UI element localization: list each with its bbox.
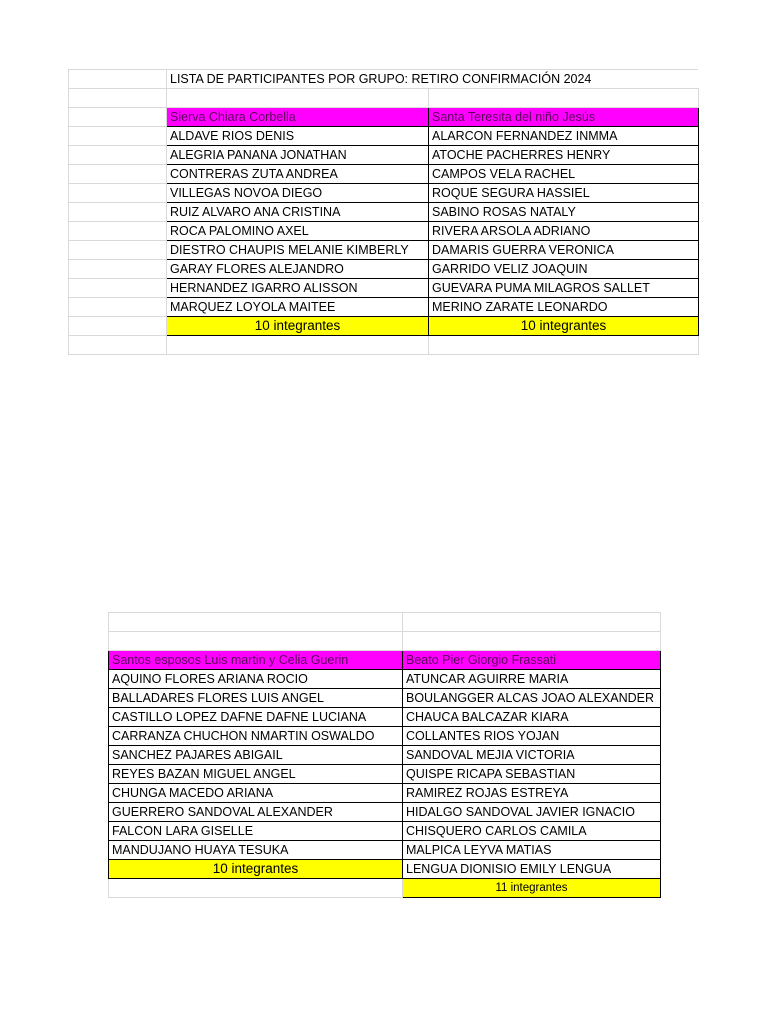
member-cell: ALDAVE RIOS DENIS [167, 127, 429, 146]
member-row [109, 784, 661, 803]
member-cell: CHUNGA MACEDO ARIANA [109, 784, 403, 803]
group-header-row [109, 651, 661, 670]
doc-title: LISTA DE PARTICIPANTES POR GRUPO: RETIRO CONFIRMACIÓN 2024 [167, 70, 699, 89]
member-count: 10 integrantes [167, 317, 429, 336]
member-cell: SANCHEZ PAJARES ABIGAIL [109, 746, 403, 765]
empty-cell [69, 89, 167, 108]
spacer-row [69, 336, 699, 355]
member-cell: GARAY FLORES ALEJANDRO [167, 260, 429, 279]
member-row [109, 803, 661, 822]
empty-cell [69, 70, 167, 89]
member-cell: SABINO ROSAS NATALY [429, 203, 699, 222]
member-cell: CARRANZA CHUCHON NMARTIN OSWALDO [109, 727, 403, 746]
spacer-row [69, 89, 699, 108]
member-count: 11 integrantes [403, 879, 661, 898]
member-cell: CHISQUERO CARLOS CAMILA [403, 822, 661, 841]
member-row [109, 689, 661, 708]
member-cell: QUISPE RICAPA SEBASTIAN [403, 765, 661, 784]
count-row [109, 879, 661, 898]
member-cell: COLLANTES RIOS YOJAN [403, 727, 661, 746]
member-row [109, 670, 661, 689]
member-row [69, 165, 699, 184]
member-row [109, 708, 661, 727]
member-cell: LENGUA DIONISIO EMILY LENGUA [403, 860, 661, 879]
member-row [109, 746, 661, 765]
empty-cell [69, 108, 167, 127]
member-cell: CASTILLO LOPEZ DAFNE DAFNE LUCIANA [109, 708, 403, 727]
member-cell: ATOCHE PACHERRES HENRY [429, 146, 699, 165]
member-cell: MERINO ZARATE LEONARDO [429, 298, 699, 317]
member-cell: CHAUCA BALCAZAR KIARA [403, 708, 661, 727]
member-cell: ALEGRIA PANANA JONATHAN [167, 146, 429, 165]
count-row [69, 317, 699, 336]
member-cell: RUIZ ALVARO ANA CRISTINA [167, 203, 429, 222]
member-cell: MALPICA LEYVA MATIAS [403, 841, 661, 860]
member-cell: GUERRERO SANDOVAL ALEXANDER [109, 803, 403, 822]
member-cell: RIVERA ARSOLA ADRIANO [429, 222, 699, 241]
group-name-3: Santos esposos Luis martin y Celia Guerin [109, 651, 403, 670]
member-row [109, 822, 661, 841]
member-cell: ROQUE SEGURA HASSIEL [429, 184, 699, 203]
member-row [69, 279, 699, 298]
member-row [69, 298, 699, 317]
member-row [109, 841, 661, 860]
member-row [69, 146, 699, 165]
member-cell: ATUNCAR AGUIRRE MARIA [403, 670, 661, 689]
member-row [69, 241, 699, 260]
member-row [69, 127, 699, 146]
group-name-1: Sierva Chiara Corbella [167, 108, 429, 127]
member-row [109, 727, 661, 746]
member-cell: RAMIREZ ROJAS ESTREYA [403, 784, 661, 803]
spacer-row [109, 632, 661, 651]
group-name-2: Santa Teresita del niño Jesús [429, 108, 699, 127]
member-cell: SANDOVAL MEJIA VICTORIA [403, 746, 661, 765]
member-cell: CONTRERAS ZUTA ANDREA [167, 165, 429, 184]
member-cell: MANDUJANO HUAYA TESUKA [109, 841, 403, 860]
member-row [69, 184, 699, 203]
member-count: 10 integrantes [109, 860, 403, 879]
member-cell: VILLEGAS NOVOA DIEGO [167, 184, 429, 203]
member-cell: DIESTRO CHAUPIS MELANIE KIMBERLY [167, 241, 429, 260]
member-cell: GARRIDO VELIZ JOAQUIN [429, 260, 699, 279]
member-cell: FALCON LARA GISELLE [109, 822, 403, 841]
member-cell: BOULANGGER ALCAS JOAO ALEXANDER [403, 689, 661, 708]
count-row [109, 860, 661, 879]
group-header-row [69, 108, 699, 127]
group-table-1 [68, 69, 699, 355]
empty-cell [167, 89, 429, 108]
empty-cell [109, 879, 403, 898]
member-row [69, 260, 699, 279]
member-row [69, 222, 699, 241]
empty-cell [429, 89, 699, 108]
member-cell: GUEVARA PUMA MILAGROS SALLET [429, 279, 699, 298]
member-cell: HIDALGO SANDOVAL JAVIER IGNACIO [403, 803, 661, 822]
group-table-2 [108, 612, 661, 898]
member-row [109, 765, 661, 784]
member-cell: AQUINO FLORES ARIANA ROCIO [109, 670, 403, 689]
title-row [69, 70, 699, 89]
member-cell: ROCA PALOMINO AXEL [167, 222, 429, 241]
member-cell: MARQUEZ LOYOLA MAITEE [167, 298, 429, 317]
member-row [69, 203, 699, 222]
member-cell: CAMPOS VELA RACHEL [429, 165, 699, 184]
member-count: 10 integrantes [429, 317, 699, 336]
group-name-4: Beato Pier Giorgio Frassati [403, 651, 661, 670]
spacer-row [109, 613, 661, 632]
member-cell: HERNANDEZ IGARRO ALISSON [167, 279, 429, 298]
member-cell: BALLADARES FLORES LUIS ANGEL [109, 689, 403, 708]
member-cell: DAMARIS GUERRA VERONICA [429, 241, 699, 260]
member-cell: REYES BAZAN MIGUEL ANGEL [109, 765, 403, 784]
member-cell: ALARCON FERNANDEZ INMMA [429, 127, 699, 146]
